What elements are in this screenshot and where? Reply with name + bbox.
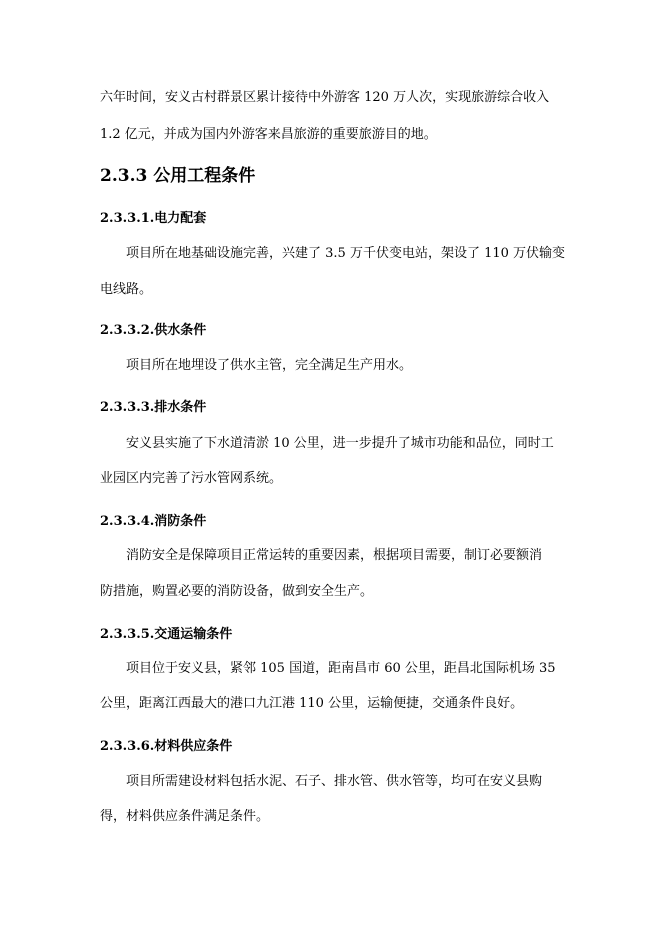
intro-line-1: 六年时间，安义古村群景区累计接待中外游客 120 万人次，实现旅游综合收入 — [100, 90, 550, 105]
section-title: 2.3.3 公用工程条件 — [100, 166, 256, 186]
drainage-line-2: 业园区内完善了污水管网系统。 — [100, 471, 283, 486]
fire-line-1: 消防安全是保障项目正常运转的重要因素，根据项目需要，制订必要额消 — [126, 548, 543, 563]
fire-line-2: 防措施，购置必要的消防设备，做到安全生产。 — [100, 584, 374, 599]
transport-line-2: 公里，距离江西最大的港口九江港 110 公里，运输便捷，交通条件良好。 — [100, 696, 524, 711]
power-line-1: 项目所在地基础设施完善，兴建了 3.5 万千伏变电站，架设了 110 万伏输变 — [126, 246, 566, 261]
subsection-heading-materials: 2.3.3.6.材料供应条件 — [100, 739, 233, 754]
subsection-heading-fire: 2.3.3.4.消防条件 — [100, 514, 207, 529]
subsection-heading-water-supply: 2.3.3.2.供水条件 — [100, 323, 207, 338]
drainage-line-1: 安义县实施了下水道清淤 10 公里，进一步提升了城市功能和品位，同时工 — [126, 436, 554, 451]
subsection-heading-drainage: 2.3.3.3.排水条件 — [100, 400, 207, 415]
transport-line-1: 项目位于安义县，紧邻 105 国道，距南昌市 60 公里，距昌北国际机场 35 — [126, 661, 556, 676]
materials-line-1: 项目所需建设材料包括水泥、石子、排水管、供水管等，均可在安义县购 — [126, 774, 543, 789]
water-supply-line-1: 项目所在地埋设了供水主管，完全满足生产用水。 — [126, 358, 413, 373]
intro-line-2: 1.2 亿元，并成为国内外游客来昌旅游的重要旅游目的地。 — [100, 127, 437, 142]
subsection-heading-transport: 2.3.3.5.交通运输条件 — [100, 627, 233, 642]
materials-line-2: 得，材料供应条件满足条件。 — [100, 809, 270, 824]
power-line-2: 电线路。 — [100, 282, 153, 297]
subsection-heading-power: 2.3.3.1.电力配套 — [100, 211, 207, 226]
